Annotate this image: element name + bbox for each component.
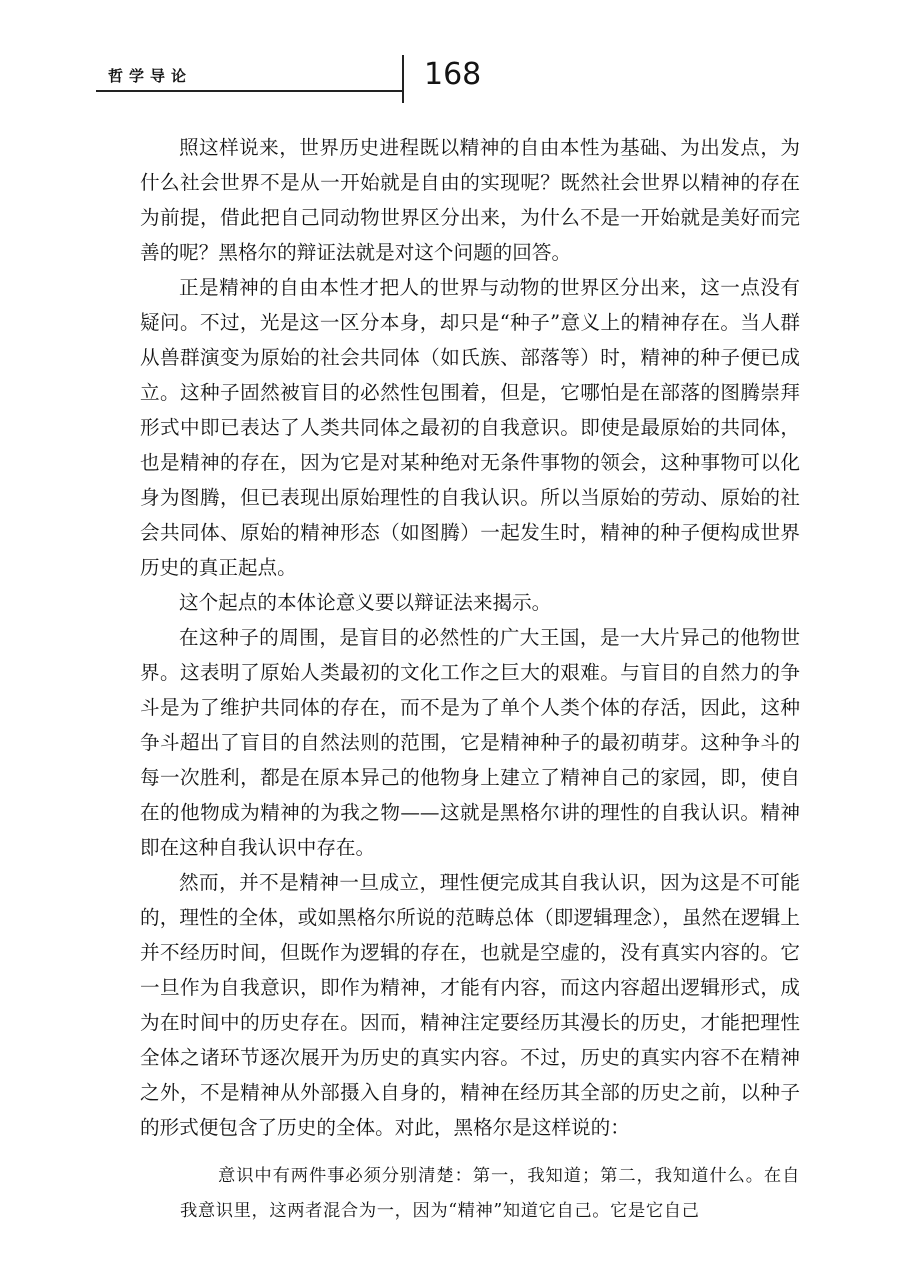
paragraph: 正是精神的自由本性才把人的世界与动物的世界区分出来，这一点没有疑问。不过，光是这一区分本身，却只是“种子”意义上的精神存在。当人群从兽群演变为原始的社会共同体（如氏族、部落等）时，精神的种子便已成立。这种子固然被盲目的必然性包围着，但是，它哪怕是在部落的图腾崇拜形式中即已表达了人类共同体之最初的自我意识。即使是最原始的共同体，也是精神的存在，因为它是对某种绝对无条件事物的领会，这种事物可以化身为图腾，但已表现出原始理性的自我认识。所以当原始的劳动、原始的社会共同体、原始的精神形态（如图腾）一起发生时，精神的种子便构成世界历史的真正起点。	[140, 276, 800, 579]
paragraph: 在这种子的周围，是盲目的必然性的广大王国，是一大片异己的他物世界。这表明了原始人类最初的文化工作之巨大的艰难。与盲目的自然力的争斗是为了维护共同体的存在，而不是为了单个人类个体的存活，因此，这种争斗超出了盲目的自然法则的范围，它是精神种子的最初萌芽。这种争斗的每一次胜利，都是在原本异己的他物身上建立了精神自己的家园，即，使自在的他物成为精神的为我之物——这就是黑格尔讲的理性的自我认识。精神即在这种自我认识中存在。	[140, 626, 800, 859]
paragraph: 然而，并不是精神一旦成立，理性便完成其自我认识，因为这是不可能的，理性的全体，或如黑格尔所说的范畴总体（即逻辑理念），虽然在逻辑上并不经历时间，但既作为逻辑的存在，也就是空虚的，没有真实内容的。它一旦作为自我意识，即作为精神，才能有内容，而这内容超出逻辑形式，成为在时间中的历史存在。因而，精神注定要经历其漫长的历史，才能把理性全体之诸环节逐次展开为历史的真实内容。不过，历史的真实内容不在精神之外，不是精神从外部摄入自身的，精神在经历其全部的历史之前，以种子的形式便包含了历史的全体。对此，黑格尔是这样说的：	[140, 871, 800, 1139]
paragraph: 这个起点的本体论意义要以辩证法来揭示。	[179, 591, 552, 614]
header-rule	[96, 90, 402, 92]
body-text	[140, 130, 800, 1229]
page-number: 168	[424, 57, 482, 92]
block-quote: 意识中有两件事必须分别清楚：第一，我知道；第二，我知道什么。在自我意识里，这两者混合为一，因为“精神”知道它自己。它是它自己	[180, 1166, 800, 1221]
running-header	[96, 55, 808, 105]
running-title: 哲学导论	[108, 67, 193, 85]
header-divider	[402, 55, 404, 103]
paragraph: 照这样说来，世界历史进程既以精神的自由本性为基础、为出发点，为什么社会世界不是从一开始就是自由的实现呢？既然社会世界以精神的存在为前提，借此把自己同动物世界区分出来，为什么不是一开始就是美好而完善的呢？黑格尔的辩证法就是对这个问题的回答。	[140, 136, 800, 264]
